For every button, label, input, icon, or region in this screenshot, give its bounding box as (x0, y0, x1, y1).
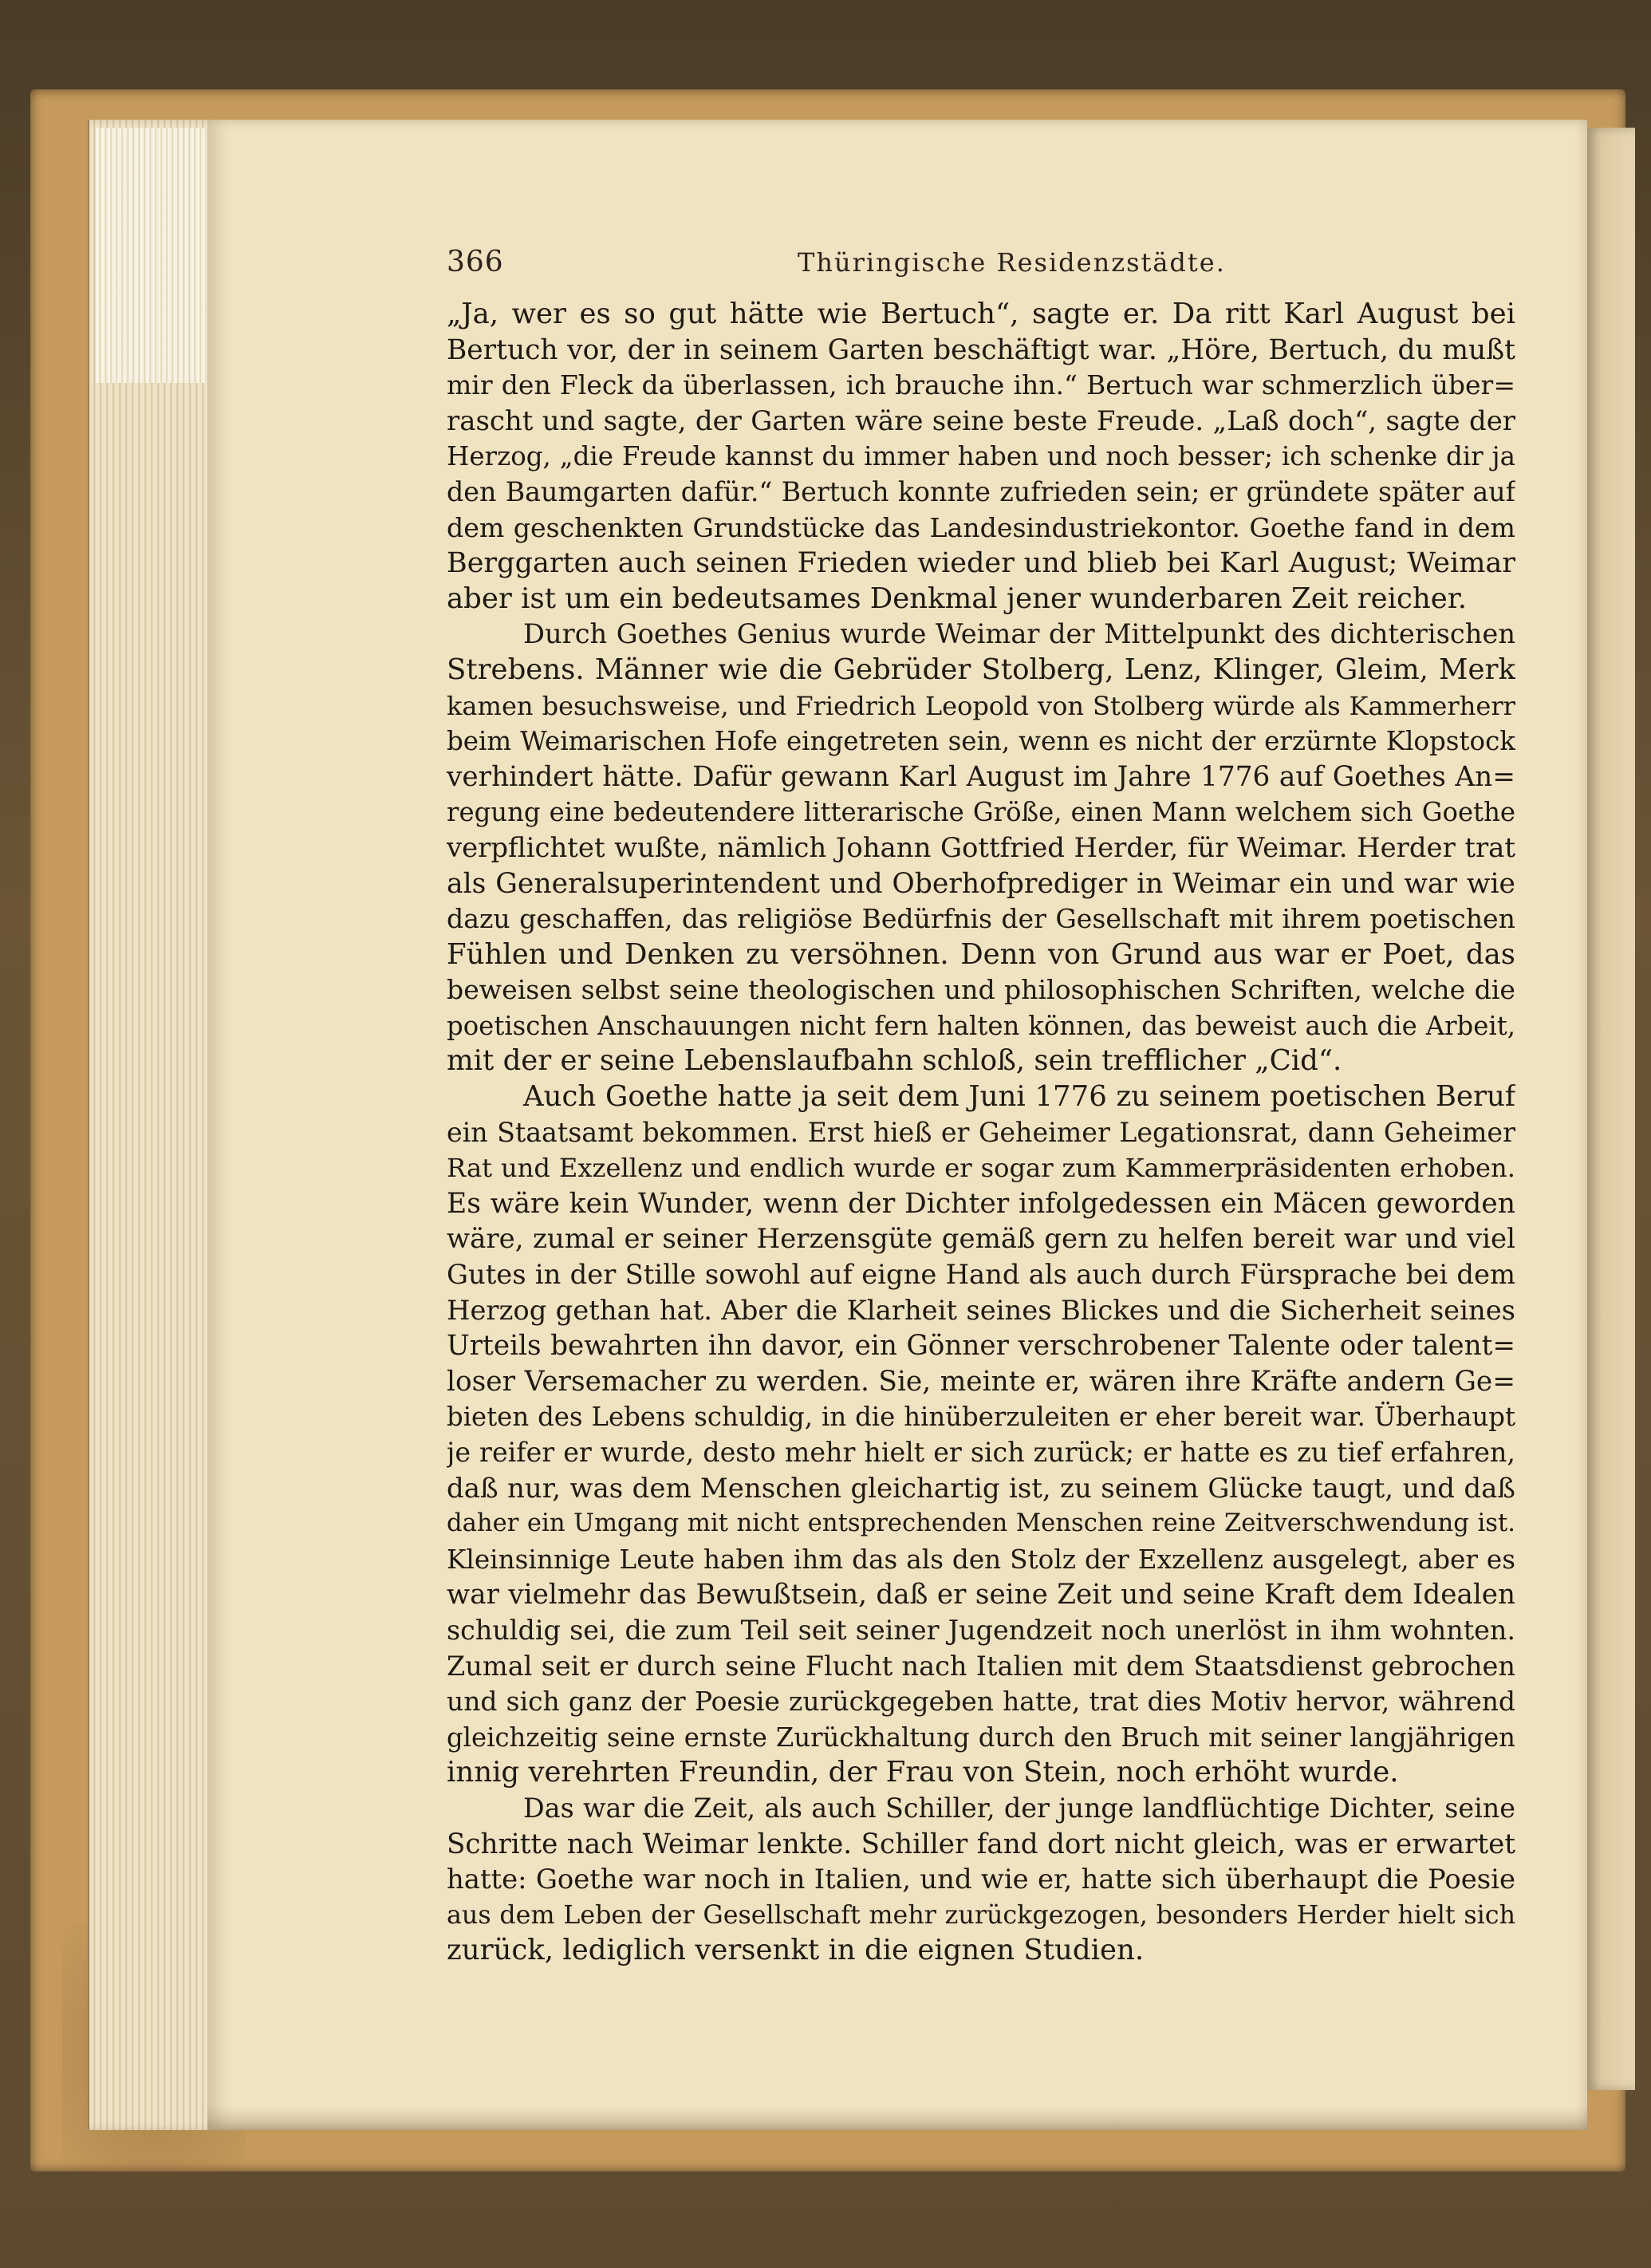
text-line: Kleinsinnige Leute haben ihm das als den Stolz der Exzellenz ausgelegt, aber es (447, 1544, 1515, 1575)
page-shadow (207, 2106, 1587, 2130)
text-line: je reifer er wurde, desto mehr hielt er sich zurück; er hatte es zu tief erfahren, (447, 1437, 1515, 1468)
text-line: Strebens. Männer wie die Gebrüder Stolberg, Lenz, Klinger, Gleim, Merk (447, 653, 1515, 686)
text-line: verpflichtet wußte, nämlich Johann Gottfried Herder, für Weimar. Herder trat (447, 831, 1515, 863)
text-line: ein Staatsamt bekommen. Erst hieß er Geheimer Legationsrat, dann Geheimer (447, 1116, 1515, 1148)
text-line: aus dem Leben der Gesellschaft mehr zurückgezogen, besonders Herder hielt sich (447, 1900, 1515, 1930)
text-line: war vielmehr das Bewußtsein, daß er seine Zeit und seine Kraft dem Idealen (447, 1579, 1515, 1611)
text-line: Es wäre kein Wunder, wenn der Dichter infolgedessen ein Mäcen geworden (447, 1187, 1515, 1220)
text-line: verhindert hätte. Dafür gewann Karl August im Jahre 1776 auf Goethes An= (447, 760, 1515, 793)
text-line: Gutes in der Stille sowohl auf eigne Hand als auch durch Fürsprache bei dem (447, 1259, 1515, 1291)
text-line: dem geschenkten Grundstücke das Landesindustriekontor. Goethe fand in dem (447, 511, 1515, 543)
text-line: Urteils bewahrten ihn davor, ein Gönner verschrobener Talente oder talent= (447, 1330, 1515, 1363)
text-line: Das war die Zeit, als auch Schiller, der junge landflüchtige Dichter, seine (523, 1792, 1515, 1824)
text-line: bieten des Lebens schuldig, in die hinüberzuleiten er eher bereit war. Überhaupt (447, 1402, 1515, 1433)
text-line: den Baumgarten dafür.“ Bertuch konnte zufrieden sein; er gründete später auf (447, 475, 1515, 507)
text-line: Auch Goethe hatte ja seit dem Juni 1776 zu seinem poetischen Beruf (523, 1080, 1515, 1114)
text-line: aber ist um ein bedeutsames Denkmal jener wunderbaren Zeit reicher. (447, 582, 1468, 615)
text-line: Fühlen und Denken zu versöhnen. Denn von Grund aus war er Poet, das (447, 937, 1515, 971)
text-line: Durch Goethes Genius wurde Weimar der Mittelpunkt des dichterischen (523, 618, 1515, 650)
text-line: als Generalsuperintendent und Oberhofprediger in Weimar ein und war wie (447, 867, 1515, 900)
text-line: Berggarten auch seinen Frieden wieder und blieb bei Karl August; Weimar (447, 547, 1515, 580)
text-line: Herzog gethan hat. Aber die Klarheit seines Blickes und die Sicherheit seines (447, 1294, 1515, 1326)
text-line: zurück, lediglich versenkt in die eignen Studien. (447, 1934, 1145, 1967)
text-line: mit der er seine Lebenslaufbahn schloß, sein trefflicher „Cid“. (447, 1044, 1342, 1078)
text-line: Schritte nach Weimar lenkte. Schiller fand dort nicht gleich, was er erwartet (447, 1828, 1515, 1860)
text-line: loser Versemacher zu werden. Sie, meinte er, wären ihre Kräfte andern Ge= (447, 1365, 1515, 1398)
text-line: daher ein Umgang mit nicht entsprechenden Menschen reine Zeitverschwendung ist. (447, 1509, 1515, 1538)
text-line: daß nur, was dem Menschen gleichartig ist, zu seinem Glücke taugt, und daß (447, 1472, 1515, 1505)
text-line: wäre, zumal er seiner Herzensgüte gemäß gern zu helfen bereit war und viel (447, 1223, 1515, 1256)
text-line: hatte: Goethe war noch in Italien, und wie er, hatte sich überhaupt die Poesie (447, 1864, 1515, 1895)
text-line: regung eine bedeutendere litterarische Größe, einen Mann welchem sich Goethe (447, 797, 1515, 828)
text-line: Herzog, „die Freude kannst du immer haben und noch besser; ich schenke dir ja (447, 441, 1515, 472)
body-text (447, 297, 1515, 1969)
text-line: „Ja, wer es so gut hätte wie Bertuch“, sagte er. Da ritt Karl August bei (447, 298, 1515, 330)
text-line: poetischen Anschauungen nicht fern halten können, das beweist auch die Arbeit, (447, 1010, 1515, 1041)
text-line: und sich ganz der Poesie zurückgegeben hatte, trat dies Motiv hervor, während (447, 1686, 1515, 1718)
text-line: Zumal seit er durch seine Flucht nach Italien mit dem Staatsdienst gebrochen (447, 1650, 1515, 1682)
text-line: innig verehrten Freundin, der Frau von Stein, noch erhöht wurde. (447, 1756, 1399, 1789)
page-number: 366 (447, 246, 504, 278)
text-line: schuldig sei, die zum Teil seit seiner Jugendzeit noch unerlöst in ihm wohnten. (447, 1614, 1515, 1646)
text-line: kamen besuchsweise, und Friedrich Leopold von Stolberg würde als Kammerherr (447, 690, 1515, 721)
text-line: rascht und sagte, der Garten wäre seine beste Freude. „Laß doch“, sagte der (447, 404, 1515, 437)
page-edges-highlight (96, 128, 215, 383)
page-header (447, 246, 1515, 286)
text-line: dazu geschaffen, das religiöse Bedürfnis der Gesellschaft mit ihrem poetischen (447, 903, 1515, 935)
text-line: mir den Fleck da überlassen, ich brauche ihn.“ Bertuch war schmerzlich über= (447, 369, 1515, 401)
text-line: beim Weimarischen Hofe eingetreten sein, wenn es nicht der erzürnte Klopstock (447, 726, 1515, 757)
text-line: beweisen selbst seine theologischen und philosophischen Schriften, welche die (447, 974, 1515, 1006)
text-line: Bertuch vor, der in seinem Garten beschäftigt war. „Höre, Bertuch, du mußt (447, 333, 1515, 366)
text-line: Rat und Exzellenz und endlich wurde er sogar zum Kammerpräsidenten erhoben. (447, 1153, 1515, 1184)
text-line: gleichzeitig seine ernste Zurückhaltung durch den Bruch mit seiner langjährigen (447, 1722, 1515, 1753)
running-title: Thüringische Residenzstädte. (798, 247, 1226, 278)
facing-page-edge (1587, 128, 1635, 2090)
